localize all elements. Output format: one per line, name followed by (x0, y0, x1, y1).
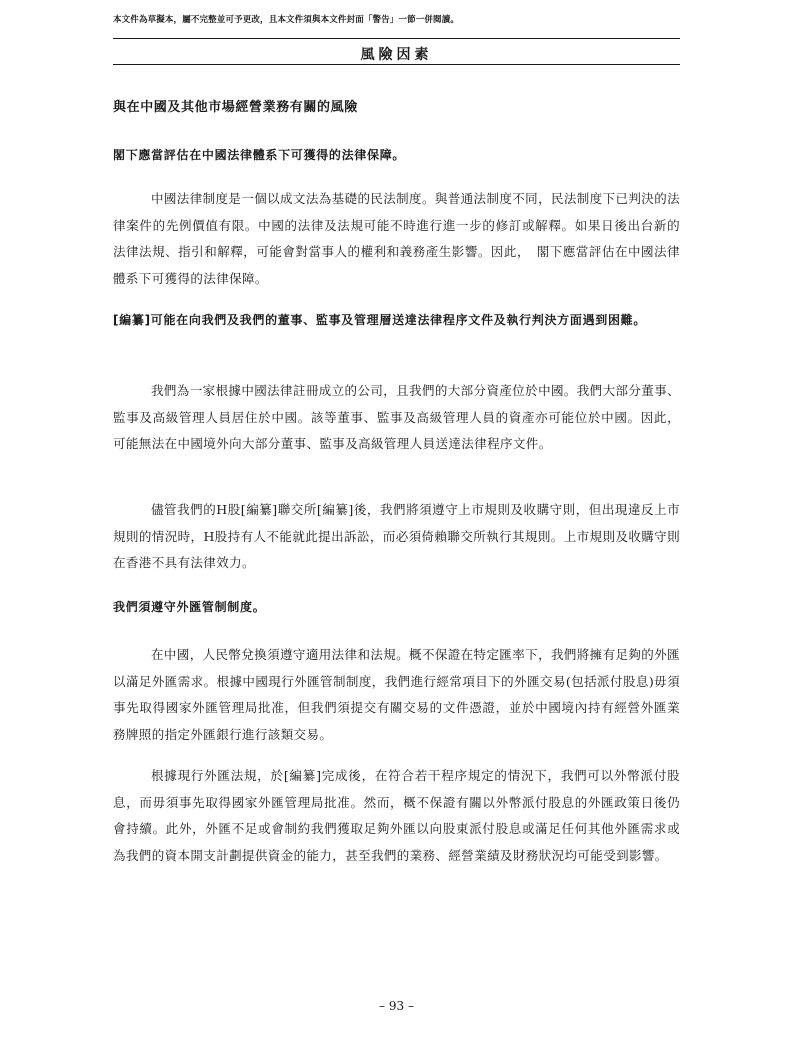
paragraph-service-of-process: 我們為一家根據中國法律註冊成立的公司，且我們的大部分資產位於中國。我們大部分董事、監事及高級管理人員居住於中國。該等董事、監事及高級管理人員的資產亦可能位於中國。因此，可能無法在中國境外向大部分董事、監事及高級管理人員送達法律程序文件。 (113, 383, 680, 451)
paragraph-legal-system: 中國法律制度是一個以成文法為基礎的民法制度。與普通法制度不同，民法制度下已判決的法律案件的先例價值有限。中國的法律及法規可能不時進行進一步的修訂或解釋。如果日後出台新的法律法規、指引和解釋，可能會對當事人的權利和義務產生影響。因此， 閣下應當評估在中國法律體系下可獲得的法律保障。 (113, 191, 680, 286)
section-title: 風險因素 (360, 47, 433, 63)
subheading-foreign-exchange: 我們須遵守外匯管制制度。 (113, 600, 266, 614)
paragraph-listing-rules: 儘管我們的H股[編纂]聯交所[編纂]後，我們將須遵守上市規則及收購守則，但出現違反上市規則的情況時，H股持有人不能就此提出訴訟，而必須倚賴聯交所執行其規則。上市規則及收購守則在香港不具有法律效力。 (113, 502, 680, 570)
page-number: – 93 – (379, 999, 414, 1013)
subheading-legal-protection: 閣下應當評估在中國法律體系下可獲得的法律保障。 (113, 148, 406, 162)
paragraph-fx-control: 在中國，人民幣兌換須遵守適用法律和法規。概不保證在特定匯率下，我們將擁有足夠的外匯以滿足外匯需求。根據中國現行外匯管制制度，我們進行經常項目下的外匯交易(包括派付股息)毋須事先取得國家外匯管理局批准，但我們須提交有關交易的文件憑證，並於中國境內持有經營外匯業務牌照的指定外匯銀行進行該類交易。 (113, 647, 680, 742)
header-top-rule (113, 38, 680, 39)
main-heading: 與在中國及其他市場經營業務有關的風險 (113, 100, 358, 115)
header-bottom-rule (113, 64, 680, 65)
paragraph-fx-dividends: 根據現行外匯法規，於[編纂]完成後，在符合若干程序規定的情況下，我們可以外幣派付股息，而毋須事先取得國家外匯管理局批准。然而，概不保證有關以外幣派付股息的外匯政策日後仍會持續。此外，外匯不足或會制約我們獲取足夠外匯以向股東派付股息或滿足任何其他外匯需求或為我們的資本開支計劃提供資金的能力，甚至我們的業務、經營業績及財務狀況均可能受到影響。 (113, 768, 680, 863)
draft-disclaimer: 本文件為草擬本，屬不完整並可予更改，且本文件須與本文件封面「警告」一節一併閱讀。 (113, 15, 460, 25)
subheading-service-of-process: [編纂]可能在向我們及我們的董事、監事及管理層送達法律程序文件及執行判決方面遇到困難。 (113, 313, 647, 327)
